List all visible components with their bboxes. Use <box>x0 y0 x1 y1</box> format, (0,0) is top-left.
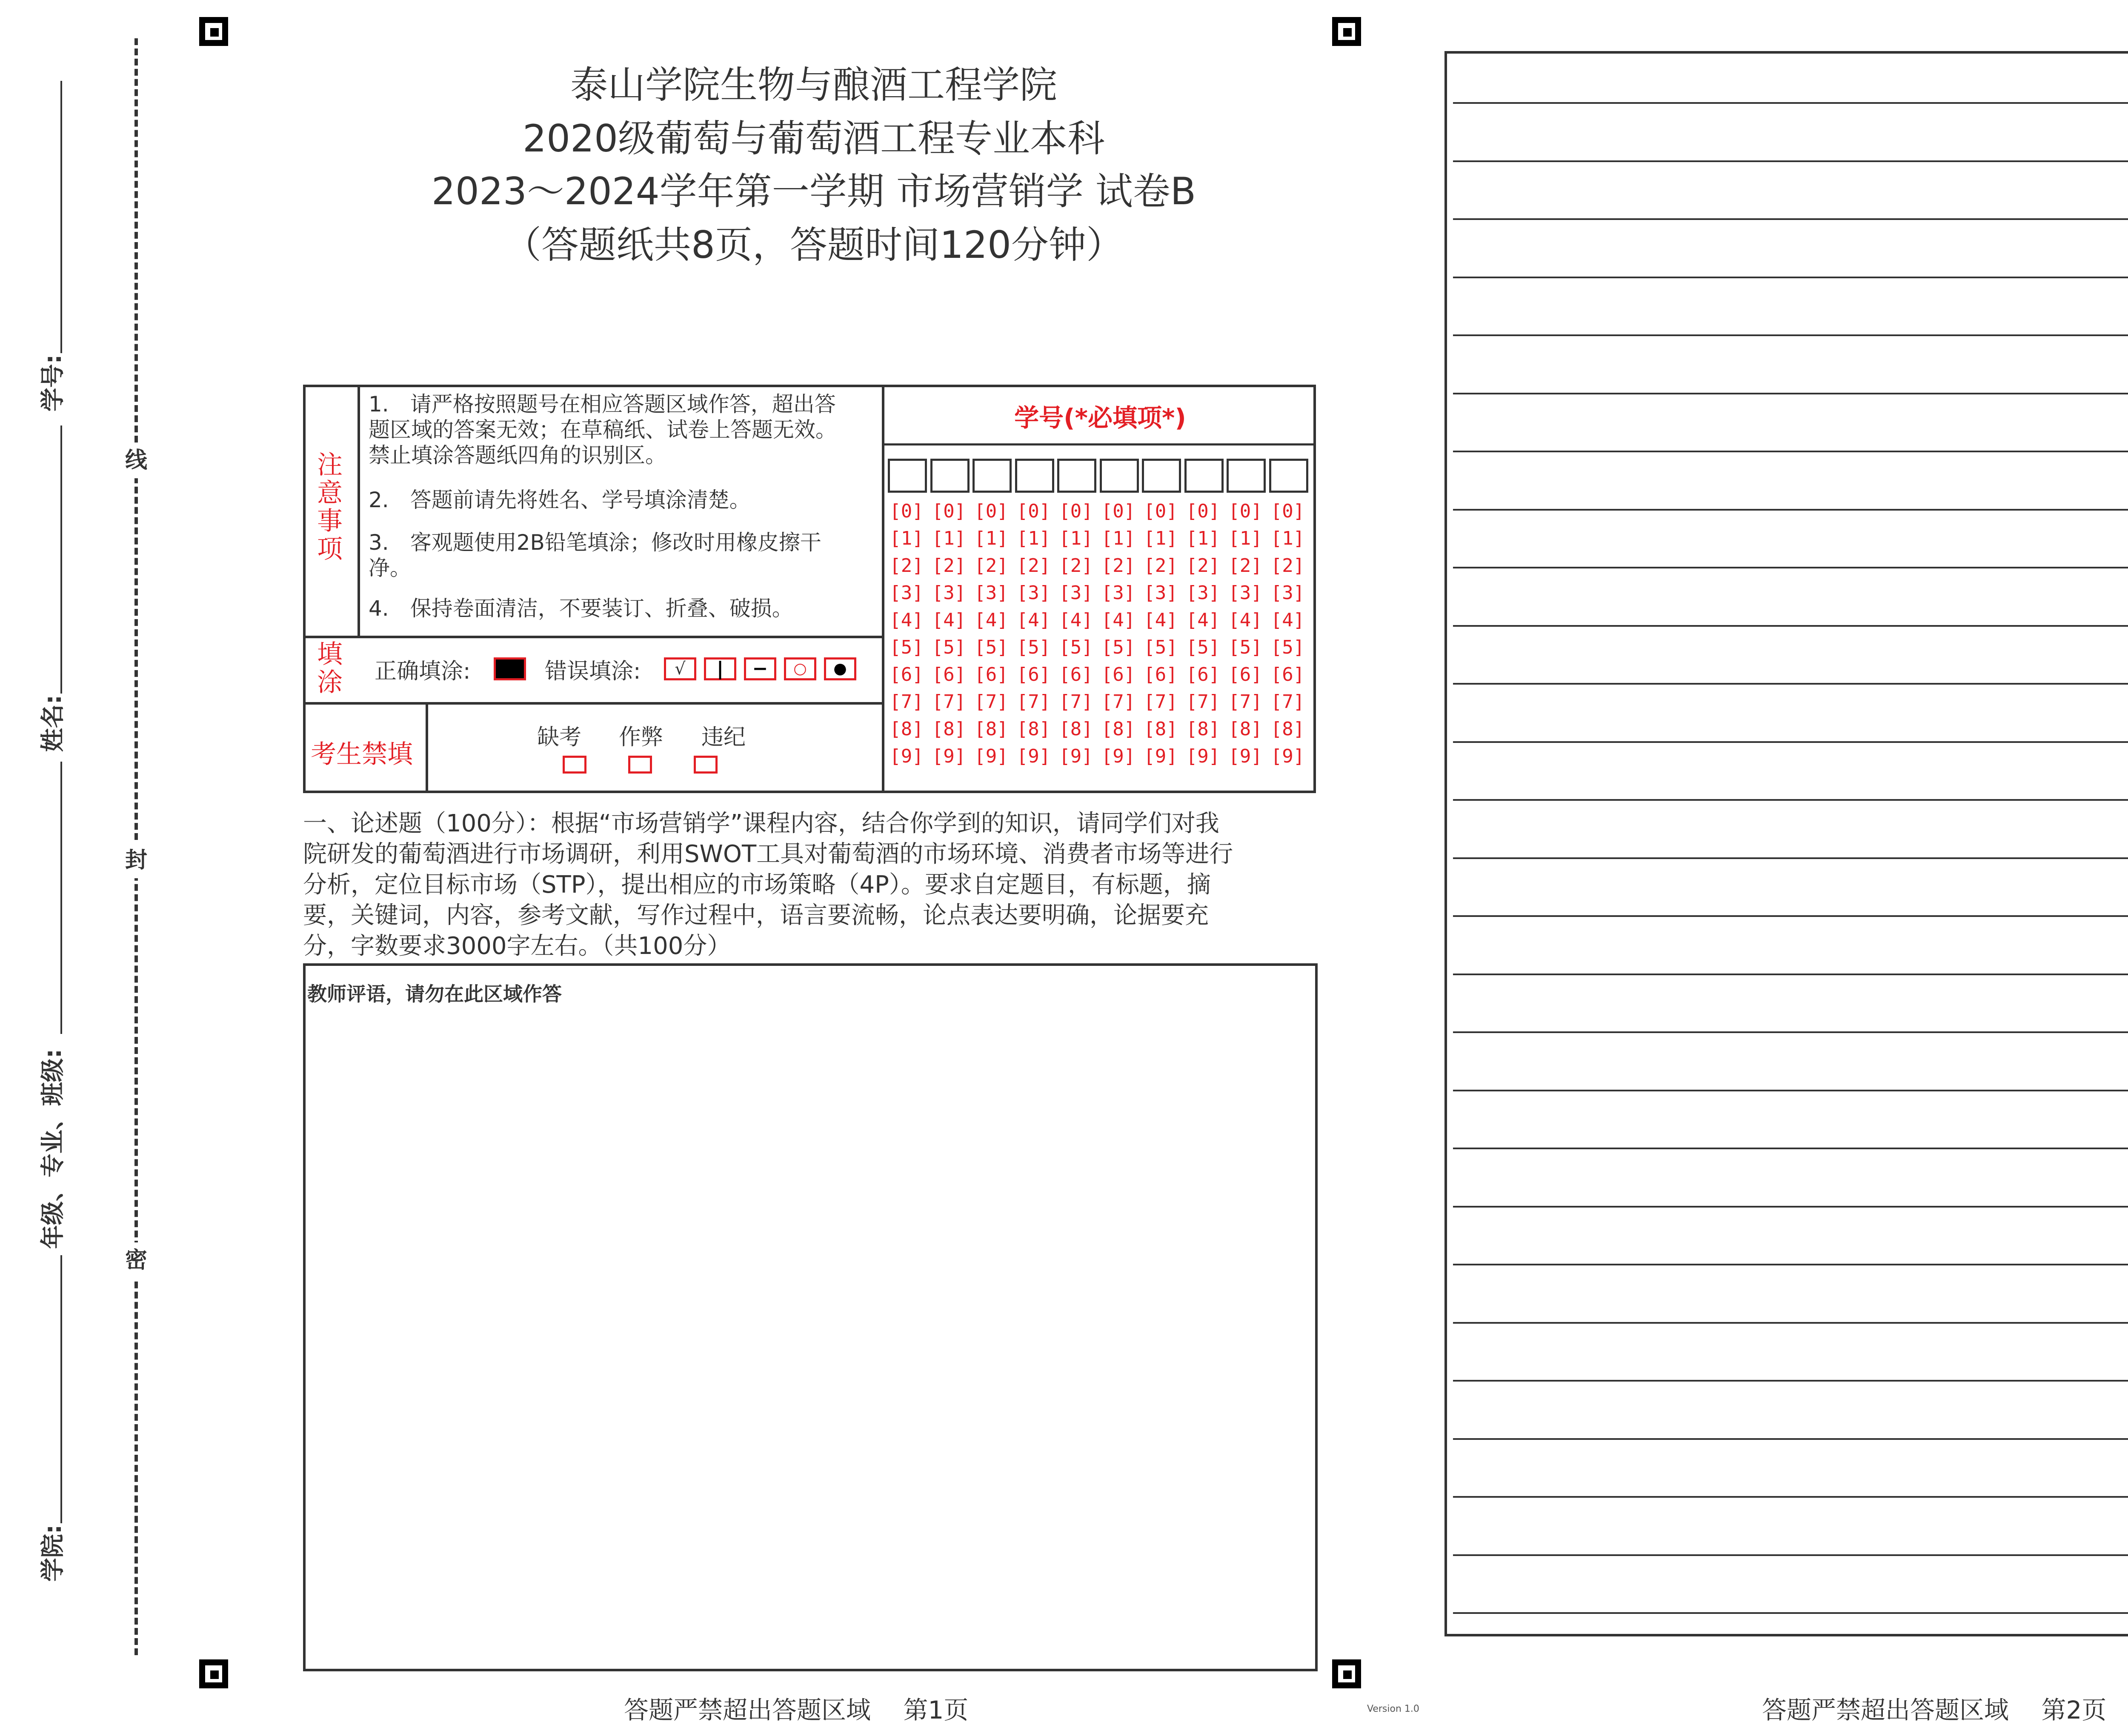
student-id-digit-box[interactable] <box>1227 459 1266 493</box>
writing-line <box>1453 1380 2128 1382</box>
student-id-bubble[interactable]: [4] <box>1270 609 1305 631</box>
forbidden-heading: 考生禁填 <box>311 740 413 769</box>
student-id-heading: 学号(*必填项*) <box>1014 403 1186 432</box>
question-line-1: 一、论述题（100分）：根据“市场营销学”课程内容，结合你学到的知识，请同学们对我 <box>303 810 1219 837</box>
student-id-column <box>1055 498 1096 770</box>
title-line-2: 2020级葡萄与葡萄酒工程专业本科 <box>523 117 1105 160</box>
student-id-bubble[interactable]: [2] <box>1144 555 1178 577</box>
student-id-column <box>971 498 1012 770</box>
student-id-bubble[interactable]: [2] <box>1270 555 1305 577</box>
student-id-digit-box[interactable] <box>1142 459 1181 493</box>
student-id-bubble[interactable]: [2] <box>1016 555 1051 577</box>
student-id-bubble[interactable]: [9] <box>1059 745 1093 767</box>
question-line-5: 分，字数要求3000字左右。（共100分） <box>303 932 731 960</box>
writing-line <box>1453 1031 2128 1033</box>
student-id-bubble[interactable]: [0] <box>932 500 966 522</box>
seal-char-line: 线 <box>123 443 149 478</box>
writing-line <box>1453 1264 2128 1265</box>
student-id-bubble[interactable]: [3] <box>1059 582 1093 604</box>
student-id-digit-box[interactable] <box>888 459 927 493</box>
student-id-bubble[interactable]: [6] <box>932 664 966 685</box>
student-id-bubble[interactable]: [3] <box>974 582 1008 604</box>
student-id-bubble[interactable]: [0] <box>974 500 1008 522</box>
writing-line <box>1453 1206 2128 1208</box>
wrong-fill-label: 错误填涂: <box>545 659 641 684</box>
student-id-bubble[interactable]: [2] <box>974 555 1008 577</box>
corner-marker-bottom-middle <box>1332 1659 1361 1688</box>
notice-item-1: 1. 请严格按照题号在相应答题区域作答，超出答题区域的答案无效；在草稿纸、试卷上答题无效。禁止填涂答题纸四角的识别区。 <box>369 392 837 468</box>
student-id-bubble[interactable]: [5] <box>1101 637 1136 658</box>
student-id-bubble[interactable]: [7] <box>1228 691 1262 713</box>
student-id-bubble[interactable]: [6] <box>1228 664 1262 685</box>
writing-line <box>1453 509 2128 511</box>
writing-line <box>1453 1322 2128 1324</box>
writing-line <box>1453 857 2128 859</box>
student-id-bubble[interactable]: [7] <box>974 691 1008 713</box>
student-id-bubble[interactable]: [8] <box>1144 718 1178 740</box>
student-id-bubble[interactable]: [2] <box>890 555 924 577</box>
writing-line <box>1453 974 2128 975</box>
student-id-bubble[interactable]: [4] <box>1186 609 1220 631</box>
student-id-bubble[interactable]: [8] <box>932 718 966 740</box>
student-id-bubble[interactable]: [6] <box>1144 664 1178 685</box>
writing-line <box>1453 1148 2128 1149</box>
student-id-bubble[interactable]: [5] <box>932 637 966 658</box>
question-line-4: 要，关键词，内容，参考文献，写作过程中，语言要流畅，论点表达要明确，论据要充 <box>303 902 1209 929</box>
student-id-bubble[interactable]: [0] <box>1144 500 1178 522</box>
writing-line <box>1453 1438 2128 1440</box>
student-id-column <box>1183 498 1224 770</box>
forbidden-cheat-box[interactable] <box>628 756 652 774</box>
student-id-bubble[interactable]: [2] <box>932 555 966 577</box>
student-id-bubble[interactable]: [8] <box>974 718 1008 740</box>
student-id-bubble[interactable]: [9] <box>932 745 966 767</box>
student-id-bubble[interactable]: [7] <box>1186 691 1220 713</box>
student-id-bubble[interactable]: [4] <box>974 609 1008 631</box>
teacher-comment-label: 教师评语，请勿在此区域作答 <box>307 982 562 1005</box>
forbidden-absent-label: 缺考 <box>537 725 582 750</box>
corner-marker-top-middle <box>1332 17 1361 46</box>
forbidden-absent-box[interactable] <box>563 756 586 774</box>
student-id-bubble[interactable]: [6] <box>974 664 1008 685</box>
writing-line <box>1453 218 2128 220</box>
corner-marker-bottom-left <box>199 1659 228 1688</box>
forbidden-violation-label: 违纪 <box>701 725 746 750</box>
student-id-column <box>1225 498 1266 770</box>
student-id-bubble[interactable]: [3] <box>1144 582 1178 604</box>
student-id-column <box>886 498 927 770</box>
student-id-bubble[interactable]: [1] <box>1101 528 1136 549</box>
writing-line <box>1453 334 2128 336</box>
student-id-bubble[interactable]: [9] <box>1228 745 1262 767</box>
student-id-bubble[interactable]: [3] <box>1228 582 1262 604</box>
student-id-bubble[interactable]: [7] <box>890 691 924 713</box>
forbidden-violation-box[interactable] <box>694 756 718 774</box>
notice-item-3: 3. 客观题使用2B铅笔填涂；修改时用橡皮擦干净。 <box>369 530 821 580</box>
student-id-column <box>1140 498 1181 770</box>
seal-char-seal: 封 <box>123 842 149 878</box>
notice-item-2: 2. 答题前请先将姓名、学号填涂清楚。 <box>369 488 751 512</box>
student-id-bubble[interactable]: [8] <box>890 718 924 740</box>
student-id-column <box>929 498 970 770</box>
student-id-bubble[interactable]: [6] <box>1101 664 1136 685</box>
student-id-bubble[interactable]: [7] <box>1059 691 1093 713</box>
student-id-bubble[interactable]: [1] <box>1059 528 1093 549</box>
student-id-bubble[interactable]: [9] <box>1186 745 1220 767</box>
student-id-bubble[interactable]: [8] <box>1101 718 1136 740</box>
fill-heading: 填涂 <box>317 640 343 697</box>
student-id-bubble[interactable]: [4] <box>1144 609 1178 631</box>
student-id-bubble[interactable]: [4] <box>1059 609 1093 631</box>
notice-heading: 注意事项 <box>317 450 343 564</box>
correct-fill-sample <box>494 657 526 680</box>
writing-line <box>1453 799 2128 801</box>
writing-line <box>1453 451 2128 452</box>
student-id-bubble[interactable]: [5] <box>974 637 1008 658</box>
footer-page-1: 答题严禁超出答题区域 第1页 <box>624 1696 969 1725</box>
student-id-bubble[interactable]: [1] <box>1186 528 1220 549</box>
student-id-bubble[interactable]: [8] <box>1186 718 1220 740</box>
student-id-column <box>1013 498 1054 770</box>
student-id-bubble[interactable]: [3] <box>890 582 924 604</box>
wrong-fill-dash-icon: − <box>744 657 776 680</box>
student-id-bubble[interactable]: [2] <box>1101 555 1136 577</box>
student-id-bubble[interactable]: [8] <box>1059 718 1093 740</box>
student-id-bubble[interactable]: [0] <box>1228 500 1262 522</box>
writing-line <box>1453 393 2128 394</box>
writing-line <box>1453 741 2128 743</box>
answer-area-page-1[interactable] <box>303 963 1318 1671</box>
student-id-bubble[interactable]: [7] <box>1144 691 1178 713</box>
student-id-bubble[interactable]: [8] <box>1228 718 1262 740</box>
student-id-bubble[interactable]: [8] <box>1016 718 1051 740</box>
student-id-bubble[interactable]: [5] <box>1228 637 1262 658</box>
college-line[interactable] <box>60 1255 62 1523</box>
student-id-bubble[interactable]: [4] <box>1228 609 1262 631</box>
question-line-2: 院研发的葡萄酒进行市场调研，利用SWOT工具对葡萄酒的市场环境、消费者市场等进行 <box>303 840 1233 868</box>
corner-marker-top-left <box>199 17 228 46</box>
writing-line <box>1453 277 2128 278</box>
student-id-bubble[interactable]: [0] <box>1016 500 1051 522</box>
writing-line <box>1453 915 2128 917</box>
student-id-bubble[interactable]: [7] <box>932 691 966 713</box>
title-line-3: 2023～2024学年第一学期 市场营销学 试卷B <box>431 169 1196 213</box>
seal-char-close: 密 <box>123 1242 149 1278</box>
student-id-bubble[interactable]: [9] <box>974 745 1008 767</box>
correct-fill-label: 正确填涂: <box>375 659 471 684</box>
student-id-bubble[interactable]: [1] <box>1144 528 1178 549</box>
student-id-bubble[interactable]: [9] <box>1270 745 1305 767</box>
student-id-bubble[interactable]: [0] <box>890 500 924 522</box>
student-id-bubble[interactable]: [9] <box>890 745 924 767</box>
student-id-bubble[interactable]: [7] <box>1101 691 1136 713</box>
student-id-bubble[interactable]: [9] <box>1016 745 1051 767</box>
wrong-fill-bar-icon: | <box>704 657 736 680</box>
student-id-bubble[interactable]: [5] <box>1144 637 1178 658</box>
student-id-bubble[interactable]: [0] <box>1101 500 1136 522</box>
student-id-digit-box[interactable] <box>1184 459 1224 493</box>
notice-item-4: 4. 保持卷面清洁，不要装订、折叠、破损。 <box>369 596 793 621</box>
writing-line <box>1453 160 2128 162</box>
student-id-bubble[interactable]: [1] <box>1270 528 1305 549</box>
student-id-bubble[interactable]: [3] <box>932 582 966 604</box>
student-id-digit-box[interactable] <box>930 459 970 493</box>
title-line-4: （答题纸共8页，答题时间120分钟） <box>504 223 1124 267</box>
writing-line <box>1453 1090 2128 1091</box>
student-id-bubble[interactable]: [6] <box>1016 664 1051 685</box>
student-id-bubble[interactable]: [6] <box>1270 664 1305 685</box>
student-id-bubble[interactable]: [0] <box>1186 500 1220 522</box>
student-id-bubble[interactable]: [0] <box>1059 500 1093 522</box>
writing-line <box>1453 102 2128 104</box>
footer-page-2: 答题严禁超出答题区域 第2页 <box>1762 1696 2107 1725</box>
writing-line <box>1453 1554 2128 1556</box>
student-id-bubble[interactable]: [2] <box>1228 555 1262 577</box>
student-id-bubble[interactable]: [3] <box>1101 582 1136 604</box>
writing-line <box>1453 567 2128 568</box>
student-id-bubble[interactable]: [4] <box>1101 609 1136 631</box>
student-id-bubble[interactable]: [7] <box>1270 691 1305 713</box>
student-id-bubble[interactable]: [3] <box>1270 582 1305 604</box>
student-id-bubble[interactable]: [5] <box>1059 637 1093 658</box>
student-id-bubble[interactable]: [9] <box>1144 745 1178 767</box>
student-id-bubble[interactable]: [1] <box>1228 528 1262 549</box>
student-id-bubble[interactable]: [6] <box>890 664 924 685</box>
student-id-bubble[interactable]: [1] <box>974 528 1008 549</box>
writing-line <box>1453 625 2128 627</box>
writing-line <box>1453 1612 2128 1614</box>
writing-line <box>1453 1496 2128 1498</box>
wrong-fill-dot-icon: ● <box>824 657 856 680</box>
name-line[interactable] <box>60 425 62 694</box>
student-number-line[interactable] <box>60 81 62 353</box>
student-id-bubble[interactable]: [0] <box>1270 500 1305 522</box>
student-id-bubble[interactable]: [9] <box>1101 745 1136 767</box>
student-id-bubble[interactable]: [1] <box>932 528 966 549</box>
student-id-column <box>1267 498 1308 770</box>
student-id-bubble[interactable]: [7] <box>1016 691 1051 713</box>
student-id-bubble[interactable]: [8] <box>1270 718 1305 740</box>
student-id-bubble[interactable]: [5] <box>1270 637 1305 658</box>
answer-area-page-2[interactable] <box>1444 51 2128 1636</box>
version-label: Version 1.0 <box>1367 1704 1419 1714</box>
student-id-digit-box[interactable] <box>972 459 1012 493</box>
student-id-bubble[interactable]: [3] <box>1186 582 1220 604</box>
wrong-fill-circle-icon: ○ <box>784 657 816 680</box>
student-id-digit-box[interactable] <box>1015 459 1054 493</box>
student-id-column <box>1098 498 1139 770</box>
forbidden-cheat-label: 作弊 <box>619 725 664 750</box>
student-id-bubble[interactable]: [5] <box>890 637 924 658</box>
student-id-bubble[interactable]: [2] <box>1059 555 1093 577</box>
student-id-digit-box[interactable] <box>1269 459 1308 493</box>
student-id-bubble[interactable]: [6] <box>1186 664 1220 685</box>
student-id-bubble[interactable]: [4] <box>1016 609 1051 631</box>
student-id-digit-box[interactable] <box>1100 459 1139 493</box>
student-id-bubble[interactable]: [4] <box>932 609 966 631</box>
student-id-bubble[interactable]: [2] <box>1186 555 1220 577</box>
student-id-digit-box[interactable] <box>1057 459 1096 493</box>
student-id-bubble[interactable]: [6] <box>1059 664 1093 685</box>
student-id-bubble[interactable]: [5] <box>1186 637 1220 658</box>
student-id-bubble[interactable]: [4] <box>890 609 924 631</box>
title-line-1: 泰山学院生物与酿酒工程学院 <box>570 63 1057 107</box>
wrong-fill-check-icon: √ <box>664 657 696 680</box>
student-id-bubble[interactable]: [5] <box>1016 637 1051 658</box>
writing-line <box>1453 683 2128 685</box>
student-id-bubble[interactable]: [3] <box>1016 582 1051 604</box>
student-id-bubble[interactable]: [1] <box>1016 528 1051 549</box>
question-line-3: 分析，定位目标市场（STP），提出相应的市场策略（4P）。要求自定题目，有标题，摘 <box>303 871 1211 899</box>
grade-major-class-line[interactable] <box>60 762 62 1034</box>
student-id-bubble[interactable]: [1] <box>890 528 924 549</box>
